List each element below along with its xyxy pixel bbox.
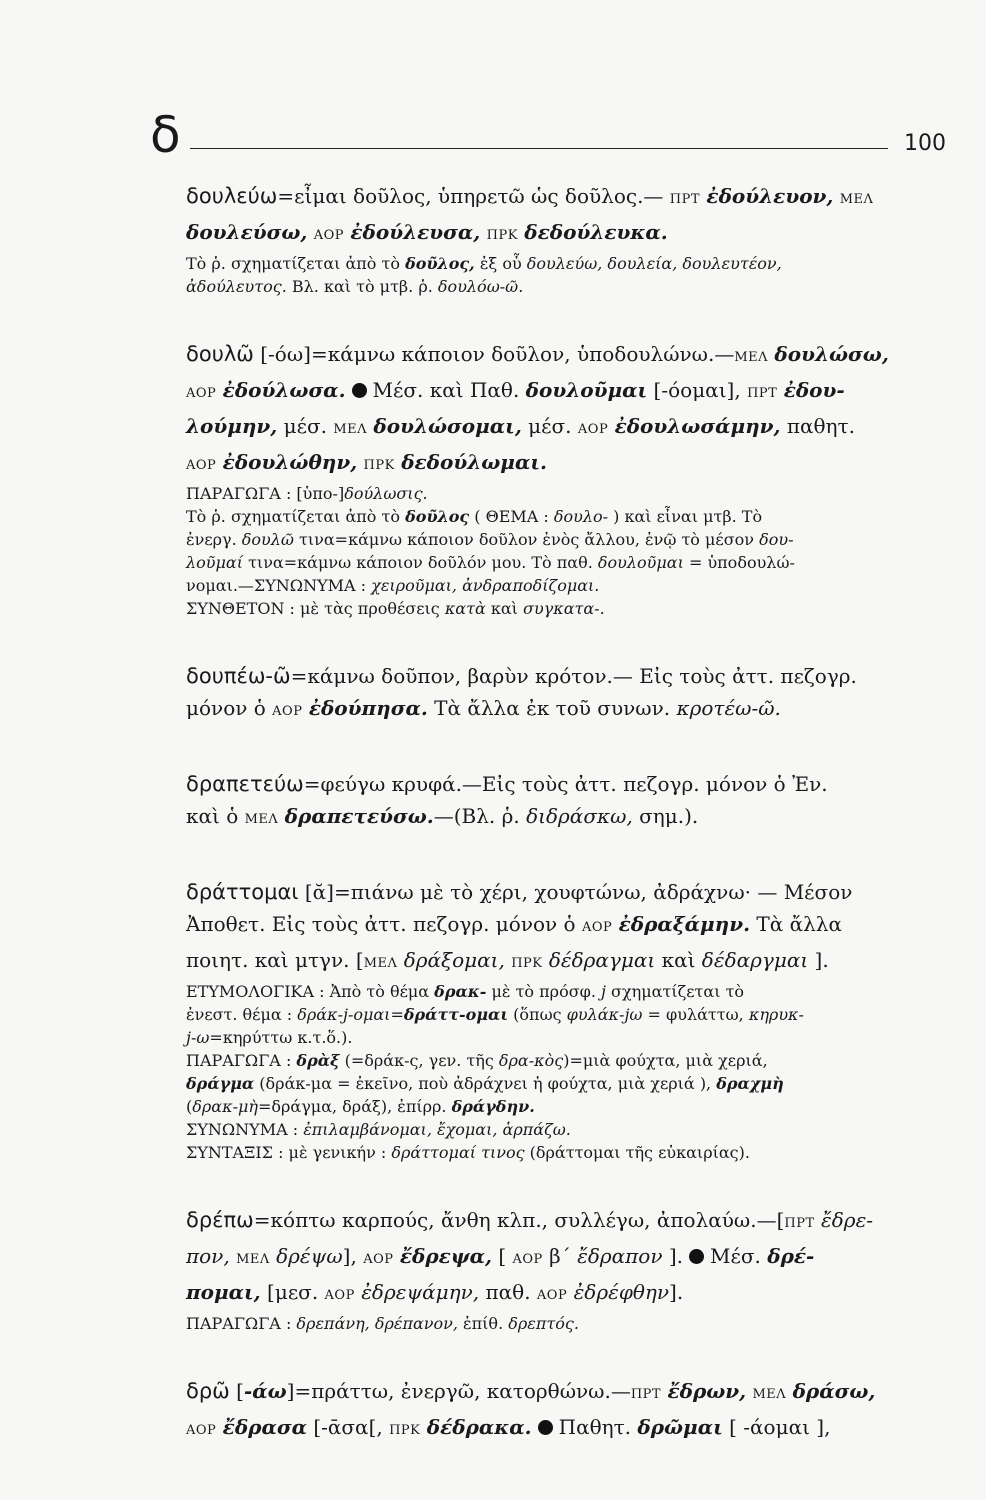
entry-text: κατὰ — [444, 599, 486, 618]
entry-text: Ἀποθετ. Εἰς τοὺς ἀττ. πεζογρ. μόνον ὁ — [186, 912, 582, 936]
entry-text: β΄ — [542, 1244, 578, 1268]
entry-note-line — [186, 1003, 946, 1026]
entry-text: δρὰξ — [296, 1051, 340, 1070]
entry-text: δράσω, — [792, 1379, 876, 1403]
entry-text: δουλοῦμαι — [525, 378, 648, 402]
grammar-abbrev: ΠΡΚ — [511, 956, 543, 971]
entry-text: μέσ. — [277, 414, 334, 438]
entry-text: δρακ-μὴ — [192, 1097, 258, 1116]
entry-text: ( ΘΕΜΑ : — [469, 507, 554, 526]
entry-text: =κηρύττω κ.τ.ὅ.). — [209, 1028, 353, 1047]
entry-text: καὶ — [655, 948, 702, 972]
grammar-abbrev: ΑΟΡ — [512, 1252, 543, 1267]
bullet-icon — [689, 1249, 704, 1264]
entry-text: ἔδρε- — [821, 1208, 874, 1232]
entry-text: ἐνεστ. θέμα : — [186, 1005, 298, 1024]
entry-text: Τὰ ἄλλα ἐκ τοῦ συνων. — [427, 696, 677, 720]
grammar-abbrev: ΠΡΤ — [784, 1216, 815, 1231]
entry-text: ἐξ οὗ — [474, 254, 527, 273]
entry-text: ἐπιλαμβάνομαι, ἔχομαι, ἁρπάζω. — [303, 1120, 571, 1139]
grammar-abbrev: ΑΟΡ — [581, 920, 613, 935]
entry-text: μὲ τὸ πρόσφ. — [486, 982, 601, 1001]
entry-text: ἐνεργ. — [186, 530, 242, 549]
entry-text: μόνον ὁ — [186, 696, 273, 720]
entry-text: Μέσ. — [710, 1244, 768, 1268]
grammar-abbrev: ΑΟΡ — [313, 228, 345, 243]
entry-text: ἐδούλωσα. — [222, 378, 346, 402]
header-rule — [190, 148, 888, 149]
entry-text: -άω — [243, 1379, 287, 1403]
entry-note-line — [186, 275, 946, 298]
entry-text: φυλάκ-jω — [566, 1005, 643, 1024]
page-number: 100 — [904, 131, 946, 156]
entry-line — [186, 374, 946, 410]
entry-text: ἐδούπησα. — [308, 696, 428, 720]
entry-text: ΕΤΥΜΟΛΟΓΙΚΑ : Ἀπὸ τὸ θέμα — [186, 982, 435, 1001]
entry-text: =κόπτω καρπούς, ἄνθη κλπ., συλλέγω, ἀπολαύω.—[ — [253, 1208, 785, 1232]
entry-text: δραπετεύσω. — [284, 804, 434, 828]
entry-text: ἐπίθ. — [457, 1314, 509, 1333]
grammar-abbrev: ΜΕΛ — [752, 1387, 787, 1402]
entry-text: ]. — [662, 1244, 684, 1268]
entry-note-line — [186, 1141, 946, 1164]
entry-text: κηρυκ- — [748, 1005, 804, 1024]
entry-text: δρακ- — [434, 982, 487, 1001]
entry-note-line — [186, 252, 946, 275]
entry-line — [186, 410, 946, 446]
entry-text: δουλώσω, — [774, 342, 889, 366]
entry-text: δράγμα — [186, 1074, 255, 1093]
entry-text: (=δράκ-ς, γεν. τῆς — [339, 1051, 499, 1070]
entry-text: ἐδου- — [783, 378, 845, 402]
entry-text: (ὅπως — [508, 1005, 567, 1024]
entry-text: δεδούλευκα. — [524, 220, 668, 244]
entry-line — [186, 768, 946, 800]
entry-text: δρέ- — [767, 1244, 815, 1268]
dictionary-entry — [186, 768, 946, 836]
entry-text: δέδρακα. — [426, 1415, 532, 1439]
entry-line — [186, 1240, 946, 1276]
entry-text: νομαι.—ΣΥΝΩΝΥΜΑ : — [186, 576, 372, 595]
entry-text: ποιητ. καὶ μτγν. [ — [186, 948, 364, 972]
entry-text: ἐδραξάμην. — [618, 912, 751, 936]
headword: δρῶ — [186, 1379, 230, 1403]
dictionary-entry — [186, 876, 946, 1164]
grammar-abbrev: ΜΕΛ — [734, 350, 769, 365]
entry-text: δέδραγμαι — [548, 948, 656, 972]
entry-text: ΣΥΝΘΕΤΟΝ : μὲ τὰς προθέσεις — [186, 599, 445, 618]
entry-text: ἔδρων, — [667, 1379, 747, 1403]
dictionary-entry — [186, 180, 946, 298]
headword: δουπέω-ῶ — [186, 664, 291, 688]
entry-text: παθ. — [479, 1280, 537, 1304]
entry-text: τινα=κάμνω κάποιον δοῦλον ἑνὸς ἄλλου, ἐνῷ τὸ μέσον — [293, 530, 760, 549]
grammar-abbrev: ΑΟΡ — [186, 458, 217, 473]
entry-text: [-ᾱσα[, — [306, 1415, 390, 1439]
entry-text: ]. — [808, 948, 829, 972]
entry-text: ἔδρασα — [222, 1415, 307, 1439]
entry-text: καὶ ὁ — [186, 804, 245, 828]
entry-text: [ — [229, 1379, 244, 1403]
entry-text: δράττομαί τινος — [391, 1143, 525, 1162]
entry-text: δράττ-ομαι — [403, 1005, 509, 1024]
entry-text: Τὸ ῥ. σχηματίζεται ἀπὸ τὸ — [186, 507, 406, 526]
entry-text: [-όομαι], — [647, 378, 748, 402]
grammar-abbrev: ΑΟΡ — [536, 1288, 568, 1303]
entry-text: ΠΑΡΑΓΩΓΑ : — [186, 1051, 297, 1070]
entry-line — [186, 1276, 946, 1312]
headword: δουλῶ — [186, 342, 254, 366]
entry-text: δρέψω — [276, 1244, 343, 1268]
entry-line — [186, 180, 946, 216]
entry-line — [186, 908, 946, 944]
entry-text: = φυλάττω, — [642, 1005, 749, 1024]
entry-line — [186, 692, 946, 728]
entry-text: δουλώσομαι, — [373, 414, 522, 438]
dictionary-body — [186, 180, 946, 1487]
entry-line — [186, 1411, 946, 1447]
entry-note-line — [186, 574, 946, 597]
section-letter: δ — [150, 106, 181, 164]
entry-line — [186, 216, 946, 252]
headword: δραπετεύω — [186, 772, 304, 796]
grammar-abbrev: ΜΕΛ — [236, 1252, 270, 1267]
entry-text: δοῦλος, — [405, 254, 475, 273]
entry-text: δέδαργμαι — [701, 948, 809, 972]
entry-note-line — [186, 1118, 946, 1141]
entry-text: δράξομαι, — [403, 948, 505, 972]
grammar-abbrev: ΠΡΚ — [486, 228, 518, 243]
dictionary-entry — [186, 660, 946, 728]
entry-note-line — [186, 1049, 946, 1072]
headword: δρέπω — [186, 1208, 254, 1232]
entry-note-line — [186, 1312, 946, 1335]
grammar-abbrev: ΑΟΡ — [186, 1423, 217, 1438]
entry-text: ΣΥΝΤΑΞΙΣ : μὲ γενικήν : — [186, 1143, 392, 1162]
entry-text: ) καὶ εἶναι μτβ. Τὸ — [608, 507, 763, 526]
entry-line — [186, 1204, 946, 1240]
entry-text: ΠΑΡΑΓΩΓΑ : [ὑπο-] — [186, 484, 345, 503]
entry-note-line — [186, 551, 946, 574]
entry-text: συγκατα-. — [523, 599, 605, 618]
entry-text: ἔδραπον — [577, 1244, 663, 1268]
grammar-abbrev: ΑΟΡ — [577, 422, 609, 437]
grammar-abbrev: ΠΡΤ — [630, 1387, 662, 1402]
entry-text: ἐδούλευσα, — [350, 220, 481, 244]
entry-note-line — [186, 482, 946, 505]
entry-text: πον, — [186, 1244, 230, 1268]
entry-text: )=μιὰ φούχτα, μιὰ χεριά, — [563, 1051, 768, 1070]
grammar-abbrev: ΑΟΡ — [363, 1252, 394, 1267]
entry-text: δρεπάνη, δρέπανον, — [296, 1314, 458, 1333]
entry-line — [186, 944, 946, 980]
entry-text: [μεσ. — [260, 1280, 325, 1304]
entry-text: δράκ-j-ομαι= — [297, 1005, 404, 1024]
entry-text: (δράττομαι τῆς εὐκαιρίας). — [524, 1143, 750, 1162]
grammar-abbrev: ΠΡΤ — [747, 386, 778, 401]
entry-text: Παθητ. — [558, 1415, 638, 1439]
entry-text: δουλεύω, δουλεία, δουλευτέον, — [526, 254, 782, 273]
entry-text: —(Βλ. ῥ. — [433, 804, 527, 828]
entry-text: δοῦλος — [405, 507, 470, 526]
page-header — [150, 106, 946, 164]
entry-text: ἔδρεψα, — [399, 1244, 492, 1268]
entry-text: [ — [491, 1244, 513, 1268]
entry-text: σημ.). — [632, 804, 699, 828]
entry-text: λοῦμαί — [186, 553, 243, 572]
entry-text: δούλωσις. — [344, 484, 428, 503]
entry-text: δρα-κὸς — [498, 1051, 564, 1070]
entry-note-line — [186, 1026, 946, 1049]
entry-text: =εἶμαι δοῦλος, ὑπηρετῶ ὡς δοῦλος.— — [277, 184, 670, 208]
entry-text: ΠΑΡΑΓΩΓΑ : — [186, 1314, 297, 1333]
headword: δουλεύω — [186, 184, 278, 208]
entry-line — [186, 800, 946, 836]
bullet-icon — [352, 383, 367, 398]
entry-line — [186, 876, 946, 908]
grammar-abbrev: ΠΡΚ — [389, 1423, 421, 1438]
entry-text: ]. — [669, 1280, 684, 1304]
entry-text: (δράκ-μα = ἐκεῖνο, ποὺ ἀδράχνει ἡ φούχτα, μιὰ χεριά ), — [254, 1074, 717, 1093]
entry-text: ], — [342, 1244, 364, 1268]
entry-text: ἐδουλώθην, — [222, 450, 358, 474]
entry-text: διδράσκω, — [526, 804, 633, 828]
entry-text: δραχμὴ — [716, 1074, 784, 1093]
entry-text: j — [601, 982, 606, 1001]
grammar-abbrev: ΜΕΛ — [333, 422, 368, 437]
entry-text: τινα=κάμνω κάποιον δοῦλόν μου. Τὸ παθ. — [242, 553, 598, 572]
entry-text: λούμην, — [186, 414, 278, 438]
bullet-icon — [538, 1420, 553, 1435]
entry-line — [186, 660, 946, 692]
entry-text: δουλεύσω, — [186, 220, 308, 244]
entry-text: πομαι, — [186, 1280, 261, 1304]
entry-text: δουλοῦμαι — [597, 553, 684, 572]
grammar-abbrev: ΑΟΡ — [324, 1288, 355, 1303]
entry-text: Τὰ ἄλλα — [750, 912, 842, 936]
entry-text: = ὑποδουλώ- — [683, 553, 795, 572]
entry-text: ἐδουλωσάμην, — [614, 414, 781, 438]
entry-line — [186, 338, 946, 374]
entry-text: παθητ. — [780, 414, 855, 438]
entry-text: ( — [186, 1097, 193, 1116]
entry-text: =κάμνω δοῦπον, βαρὺν κρότον.— Εἰς τοὺς ἀττ. πεζογρ. — [290, 664, 857, 688]
entry-text: Μέσ. καὶ Παθ. — [372, 378, 526, 402]
entry-text: μέσ. — [521, 414, 578, 438]
dictionary-entry — [186, 1204, 946, 1335]
entry-note-line — [186, 528, 946, 551]
entry-text: j-ω — [186, 1028, 210, 1047]
entry-text: κροτέω-ῶ. — [676, 696, 781, 720]
entry-text: [-όω]=κάμνω κάποιον δοῦλον, ὑποδουλώνω.— — [253, 342, 735, 366]
entry-text: [ᾰ]=πιάνω μὲ τὸ χέρι, χουφτώνω, ἀδράχνω· — Μέσον — [298, 880, 853, 904]
entry-note-line — [186, 505, 946, 528]
entry-note-line — [186, 980, 946, 1003]
grammar-abbrev: ΜΕΛ — [839, 192, 874, 207]
entry-text: ἐδρεψάμην, — [361, 1280, 480, 1304]
entry-note-line — [186, 1072, 946, 1095]
entry-text: ἐδρέφθην — [573, 1280, 670, 1304]
grammar-abbrev: ΑΟΡ — [272, 704, 303, 719]
entry-text: Βλ. καὶ τὸ μτβ. ῥ. — [286, 277, 438, 296]
entry-text: ἀδούλευτος. — [186, 277, 287, 296]
grammar-abbrev: ΠΡΤ — [669, 192, 701, 207]
entry-text: =φεύγω κρυφά.—Εἰς τοὺς ἀττ. πεζογρ. μόνον ὁ Ἐν. — [303, 772, 828, 796]
entry-text: δράγδην. — [451, 1097, 535, 1116]
entry-text: [ -άομαι ], — [722, 1415, 831, 1439]
entry-text: ἐδούλευον, — [706, 184, 834, 208]
entry-text: δεδούλωμαι. — [401, 450, 547, 474]
entry-text: χειροῦμαι, ἀνδραποδίζομαι. — [371, 576, 600, 595]
entry-text: δρεπτός. — [508, 1314, 579, 1333]
entry-text: ]=πράττω, ἐνεργῶ, κατορθώνω.— — [286, 1379, 631, 1403]
grammar-abbrev: ΠΡΚ — [363, 458, 395, 473]
entry-text: δουλόω-ῶ. — [437, 277, 524, 296]
entry-text: δουλῶ — [241, 530, 294, 549]
entry-text: Τὸ ῥ. σχηματίζεται ἀπὸ τὸ — [186, 254, 406, 273]
entry-text: =δράγμα, δράξ), ἐπίρρ. — [257, 1097, 452, 1116]
entry-text: δρῶμαι — [637, 1415, 723, 1439]
entry-line — [186, 1375, 946, 1411]
grammar-abbrev: ΑΟΡ — [186, 386, 217, 401]
entry-text: καὶ — [485, 599, 524, 618]
entry-line — [186, 446, 946, 482]
dictionary-entry — [186, 1375, 946, 1447]
grammar-abbrev: ΜΕΛ — [363, 956, 398, 971]
grammar-abbrev: ΜΕΛ — [244, 812, 279, 827]
entry-text: δουλο- — [553, 507, 609, 526]
dictionary-entry — [186, 338, 946, 620]
entry-text: σχηματίζεται τὸ — [605, 982, 745, 1001]
entry-note-line — [186, 597, 946, 620]
entry-text: ΣΥΝΩΝΥΜΑ : — [186, 1120, 304, 1139]
entry-text: δου- — [759, 530, 794, 549]
entry-note-line — [186, 1095, 946, 1118]
headword: δράττομαι — [186, 880, 299, 904]
